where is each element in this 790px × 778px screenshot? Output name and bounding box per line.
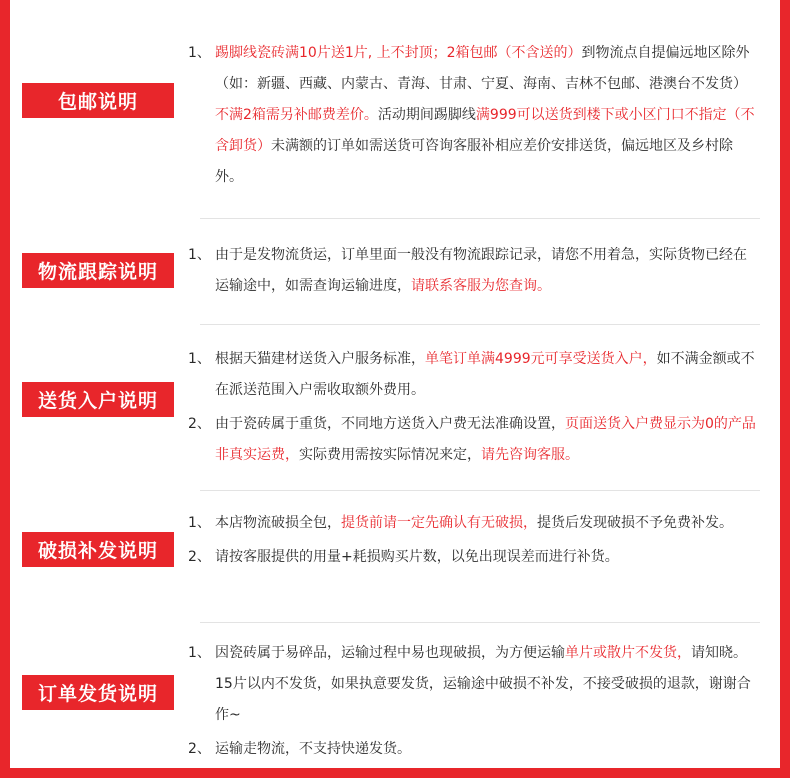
text-highlight: 请先咨询客服。	[481, 447, 579, 463]
item-number: 1、	[188, 515, 211, 531]
text-highlight: 请联系客服为您查询。	[411, 278, 551, 294]
section-divider	[200, 490, 760, 491]
item-number: 2、	[188, 741, 211, 757]
section-items	[188, 508, 758, 573]
text-normal: 请按客服提供的用量+耗损购买片数，以免出现误差而进行补货。	[215, 549, 619, 565]
list-item	[188, 542, 758, 573]
section-divider	[200, 622, 760, 623]
text-normal: 未满额的订单如需送货可咨询客服补相应差价安排送货，偏远地区及乡村除外。	[215, 138, 733, 185]
list-item	[188, 344, 758, 406]
text-normal: 实际费用需按实际情况来定，	[299, 447, 481, 463]
text-highlight: 满999可以送货到楼下或小区门口不指定（不含卸货）	[215, 107, 755, 154]
list-item	[188, 240, 758, 302]
item-number: 2、	[188, 549, 211, 565]
section-label-text: 送货入户说明	[37, 390, 158, 412]
section-label-text: 破损补发说明	[37, 540, 158, 562]
section-label-text: 物流跟踪说明	[37, 261, 158, 283]
list-item	[188, 638, 758, 731]
item-number: 1、	[188, 645, 211, 661]
section-label	[22, 83, 174, 118]
section-items	[188, 240, 758, 302]
section-label	[22, 382, 174, 417]
list-item	[188, 38, 758, 193]
text-normal: 请知晓。15片以内不发货，如果执意要发货，运输途中破损不补发，不接受破损的退款，谢谢合作~	[215, 645, 751, 723]
section-items	[188, 344, 758, 471]
text-highlight: 单笔订单满4999元可享受送货入户，	[425, 351, 657, 367]
text-highlight: 单片或散片不发货，	[565, 645, 691, 661]
section-items	[188, 638, 758, 765]
text-normal: 由于瓷砖属于重货，不同地方送货入户费无法准确设置，	[215, 416, 565, 432]
section-divider	[200, 324, 760, 325]
text-normal: 活动期间踢脚线	[377, 107, 476, 123]
content-panel	[10, 0, 780, 768]
text-normal: 由于是发物流货运，订单里面一般没有物流跟踪记录，请您不用着急，实际货物已经在运输途中，如需查询运输进度，	[215, 247, 747, 294]
text-normal: 本店物流破损全包，	[215, 515, 341, 531]
text-normal: 到物流点自提偏远地区除外（如：新疆、西藏、内蒙古、青海、甘肃、宁夏、海南、吉林不包邮、港澳台不发货）	[215, 45, 750, 92]
section-label-text: 包邮说明	[57, 91, 138, 113]
text-highlight: 提货前请一定先确认有无破损，	[341, 515, 537, 531]
section-label	[22, 253, 174, 288]
item-number: 1、	[188, 351, 211, 367]
text-normal: 运输走物流，不支持快递发货。	[215, 741, 411, 757]
section-items	[188, 38, 758, 193]
text-highlight: 踢脚线瓷砖满10片送1片, 上不封顶；2箱包邮（不含送的）	[215, 45, 582, 61]
text-highlight: 页面送货入户费显示为0的产品非真实运费，	[215, 416, 756, 463]
item-number: 1、	[188, 45, 211, 61]
text-normal: 如不满金额或不在派送范围入户需收取额外费用。	[215, 351, 755, 398]
section-label	[22, 675, 174, 710]
list-item	[188, 508, 758, 539]
text-normal: 提货后发现破损不予免费补发。	[537, 515, 733, 531]
section-label	[22, 532, 174, 567]
section-divider	[200, 218, 760, 219]
item-number: 1、	[188, 247, 211, 263]
list-item	[188, 734, 758, 765]
text-normal: 因瓷砖属于易碎品，运输过程中易也现破损，为方便运输	[215, 645, 565, 661]
text-normal: 根据天猫建材送货入户服务标准，	[215, 351, 425, 367]
list-item	[188, 409, 758, 471]
item-number: 2、	[188, 416, 211, 432]
section-label-text: 订单发货说明	[37, 683, 158, 705]
text-highlight: 不满2箱需另补邮费差价。	[215, 107, 378, 123]
